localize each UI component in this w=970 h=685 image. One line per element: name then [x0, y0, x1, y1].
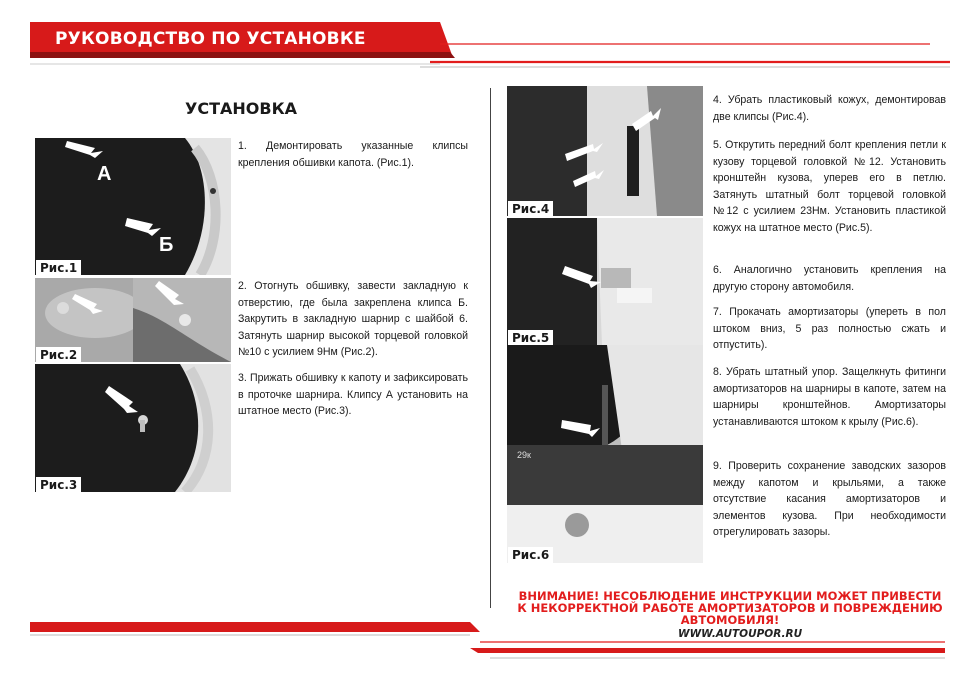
step-8-text: 8. Убрать штатный упор. Защелкнуть фитинги амортизаторов на шарниры в капоте, затем на шарниры кронштейнов. Амортизаторы устанавливаются штоком к крылу (Рис.6). [713, 366, 946, 428]
footer-stripes [0, 620, 970, 680]
figure-3-caption: Рис.3 [36, 477, 81, 493]
figure-5-caption: Рис.5 [508, 330, 553, 346]
figure-6-sticker: 29к [517, 450, 531, 460]
figure-4-caption: Рис.4 [508, 201, 553, 217]
step-2-text: 2. Отогнуть обшивку, завести закладную к отверстию, где была закреплена клипса Б. Закрутить в закладную шарнир с шайбой 6. Затянуть шарнир высокой торцевой головкой №10 с усилием 9Нм (Рис.2). [238, 280, 468, 358]
header-title: РУКОВОДСТВО ПО УСТАНОВКЕ [55, 29, 366, 49]
step-3-text: 3. Прижать обшивку к капоту и зафиксировать в проточке шарнира. Клипсу А установить на штатное место (Рис.3). [238, 372, 468, 417]
step-9-text: 9. Проверить сохранение заводских зазоров между капотом и крыльями, а также отсутствие касания амортизаторов и элементов кузова. При необходимости отрегулировать зазоры. [713, 460, 946, 538]
step-6-text: 6. Аналогично установить крепления на другую сторону автомобиля. [713, 264, 946, 293]
header-banner [0, 0, 970, 72]
figure-3-photo [35, 364, 231, 492]
figure-1-photo [35, 138, 231, 275]
step-5-text: 5. Открутить передний болт крепления петли к кузову торцевой головкой №12. Установить кронштейн кузова, уперев его в петлю. Затянуть штатный болт торцевой головкой №12 с усилием 23Нм. Установить пластикой кожух на штатное место (Рис.5). [713, 139, 946, 234]
website-link[interactable]: WWW.AUTOUPOR.RU [678, 628, 803, 640]
figure-1-caption: Рис.1 [36, 260, 81, 276]
warning-text: ВНИМАНИЕ! НЕСОБЛЮДЕНИЕ ИНСТРУКЦИИ МОЖЕТ ПРИВЕСТИ К НЕКОРРЕКТНОЙ РАБОТЕ АМОРТИЗАТОРОВ И ПОВРЕЖДЕНИЮ АВТОМОБИЛЯ! [517, 589, 943, 627]
step-7-text: 7. Прокачать амортизаторы (упереть в пол штоком вниз, 5 раз полностью сжать и отпустить). [713, 306, 946, 351]
column-divider [490, 88, 491, 608]
figure-6-caption: Рис.6 [508, 547, 553, 563]
section-title: УСТАНОВКА [185, 99, 298, 118]
step-1-text: 1. Демонтировать указанные клипсы крепления обшивки капота. (Рис.1). [238, 140, 468, 169]
figure-4-photo [507, 86, 703, 216]
figure-5-photo [507, 218, 703, 345]
figure-6-photo [507, 345, 703, 563]
figure-1-label-b: Б [159, 234, 174, 256]
step-4-text: 4. Убрать пластиковый кожух, демонтировав две клипсы (Рис.4). [713, 94, 946, 123]
figure-1-label-a: А [97, 163, 112, 185]
figure-2-caption: Рис.2 [36, 347, 81, 363]
